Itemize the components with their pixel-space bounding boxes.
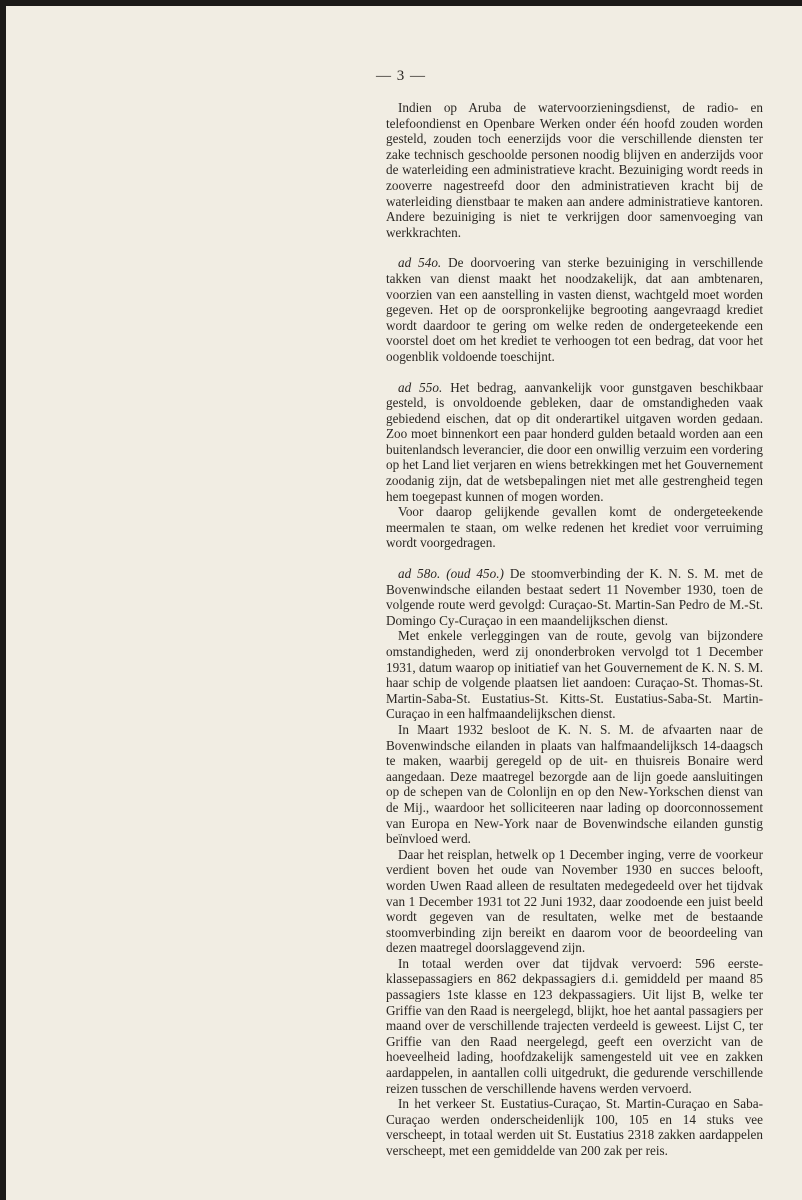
- page-number: — 3 —: [376, 68, 426, 84]
- paragraph-waterdienst: Indien op Aruba de watervoorzieningsdienst, de radio- en telefoondienst en Openbare Werken onder één hoofd zouden worden gesteld, zouden toch eenerzijds voor die verschillende diensten ter zake technisch geschoolde personen noodig blijven en anderzijds voor de waterleiding een administratieve kracht. Bezuiniging wordt reeds in zooverre nagestreefd door den administratieven kracht bij de waterleiding dienstbaar te maken aan andere administratieve kantoren. Andere bezuiniging is niet te verkrijgen door samenvoeging van werkkrachten.: [386, 100, 763, 240]
- paragraph-verkeer: In het verkeer St. Eustatius-Curaçao, St. Martin-Curaçao en Saba-Curaçao werden onderscheidenlijk 100, 105 en 14 stuks vee verscheept, in totaal werden uit St. Eustatius 2318 zakken aardappelen verscheept, met een gemiddelde van 200 zak per reis.: [386, 1096, 763, 1158]
- paragraph-ad-54: ad 54o. De doorvoering van sterke bezuiniging in verschillende takken van dienst maakt het noodzakelijk, dat aan ambtenaren, voorzien van een aanstelling in vasten dienst, wachtgeld moet worden gegeven. Het op de oorspronkelijke begrooting aangevraagd krediet wordt daardoor te gering om welke reden de ondergeteekende een voorstel doet om het krediet te verhoogen tot een bedrag, dat voor het oogenblik voldoende toeschijnt.: [386, 255, 764, 364]
- paragraph-reisplan: Daar het reisplan, hetwelk op 1 December inging, verre de voorkeur verdient boven het oude van November 1930 en succes belooft, worden Uwen Raad alleen de resultaten medegedeeld over het tijdvak van 1 December 1931 tot 22 Juni 1932, daar zoodoende een juist beeld wordt gegeven van de resultaten, welke met de bestaande stoomverbinding zijn bereikt en daarom voor de beoordeeling van dezen maatregel doorslaggevend zijn.: [386, 846, 763, 956]
- paragraph-maart-1932: In Maart 1932 besloot de K. N. S. M. de afvaarten naar de Bovenwindsche eilanden in plaats van halfmaandelijksch 14-daagsch te maken, waarbij geregeld op de uit- en thuisreis Bonaire werd aangedaan. Deze maatregel bezorgde aan de lijn goede aansluitingen op de schepen van de Colonlijn en op den New-Yorkschen dienst van de Mij., waardoor het solliciteeren naar lading op doorconnossement van Europa en New-York naar de Bovenwindsche eilanden gunstig beïnvloed werd.: [386, 721, 763, 847]
- article-ref: ad 55o.: [398, 379, 443, 395]
- paragraph-route: Met enkele verleggingen van de route, gevolg van bijzondere omstandigheden, werd zij ononderbroken vervolgd tot 1 December 1931, datum waarop op initiatief van het Gouvernement de K. N. S. M. haar schip de volgende plaatsen liet aandoen: Curaçao-St. Thomas-St. Martin-Saba-St. Eustatius-St. Kitts-St. Eustatius-Saba-St. Martin-Curaçao in een halfmaandelijkschen dienst.: [386, 628, 763, 722]
- article-ref: ad 54o.: [398, 255, 442, 271]
- article-ref: ad 58o. (oud 45o.): [398, 566, 504, 582]
- body-text: [386, 100, 763, 1159]
- paragraph-ad-55-cont: Voor daarop gelijkende gevallen komt de ondergeteekende meermalen te staan, om welke redenen het krediet voor verruiming wordt voorgedragen.: [386, 504, 763, 551]
- paragraph-ad-58: ad 58o. (oud 45o.) De stoomverbinding der K. N. S. M. met de Bovenwindsche eilanden bestaat sedert 11 November 1930, toen de volgende route werd gevolgd: Curaçao-St. Martin-San Pedro de M.-St. Domingo Cy-Curaçao in een maandelijkschen dienst.: [386, 566, 763, 628]
- paragraph-totaal: In totaal werden over dat tijdvak vervoerd: 596 eerste-klassepassagiers en 862 dekpassagiers d.i. gemiddeld per maand 85 passagiers 1ste klasse en 123 dekpassagiers. Uit lijst B, welke ter Griffie van den Raad is neergelegd, blijkt, hoe het aantal passagiers per maand over de verschillende trajecten verdeeld is geweest. Lijst C, ter Griffie van den Raad neergelegd, geeft een overzicht van de hoeveelheid lading, hoofdzakelijk samengesteld uit vee en zakken aardappelen, in aantallen colli uitgedrukt, die gedurende verschillende reizen tusschen de verschillende havens werden vervoerd.: [386, 955, 763, 1096]
- paragraph-ad-55: ad 55o. Het bedrag, aanvankelijk voor gunstgaven beschikbaar gesteld, is onvoldoende gebleken, daar de omstandigheden vaak gebiedend eischen, dat op dit onderartikel uitgaven worden gedaan. Zoo moet binnenkort een paar honderd gulden betaald worden aan een buitenlandsch leverancier, die door een onwillig verzuim een vordering op het Land liet verjaren en wiens betrekkingen met het Gouvernement zoodanig zijn, dat de wetsbepalingen niet met alle gestrengheid tegen hem toegepast kunnen of mogen worden.: [386, 379, 764, 504]
